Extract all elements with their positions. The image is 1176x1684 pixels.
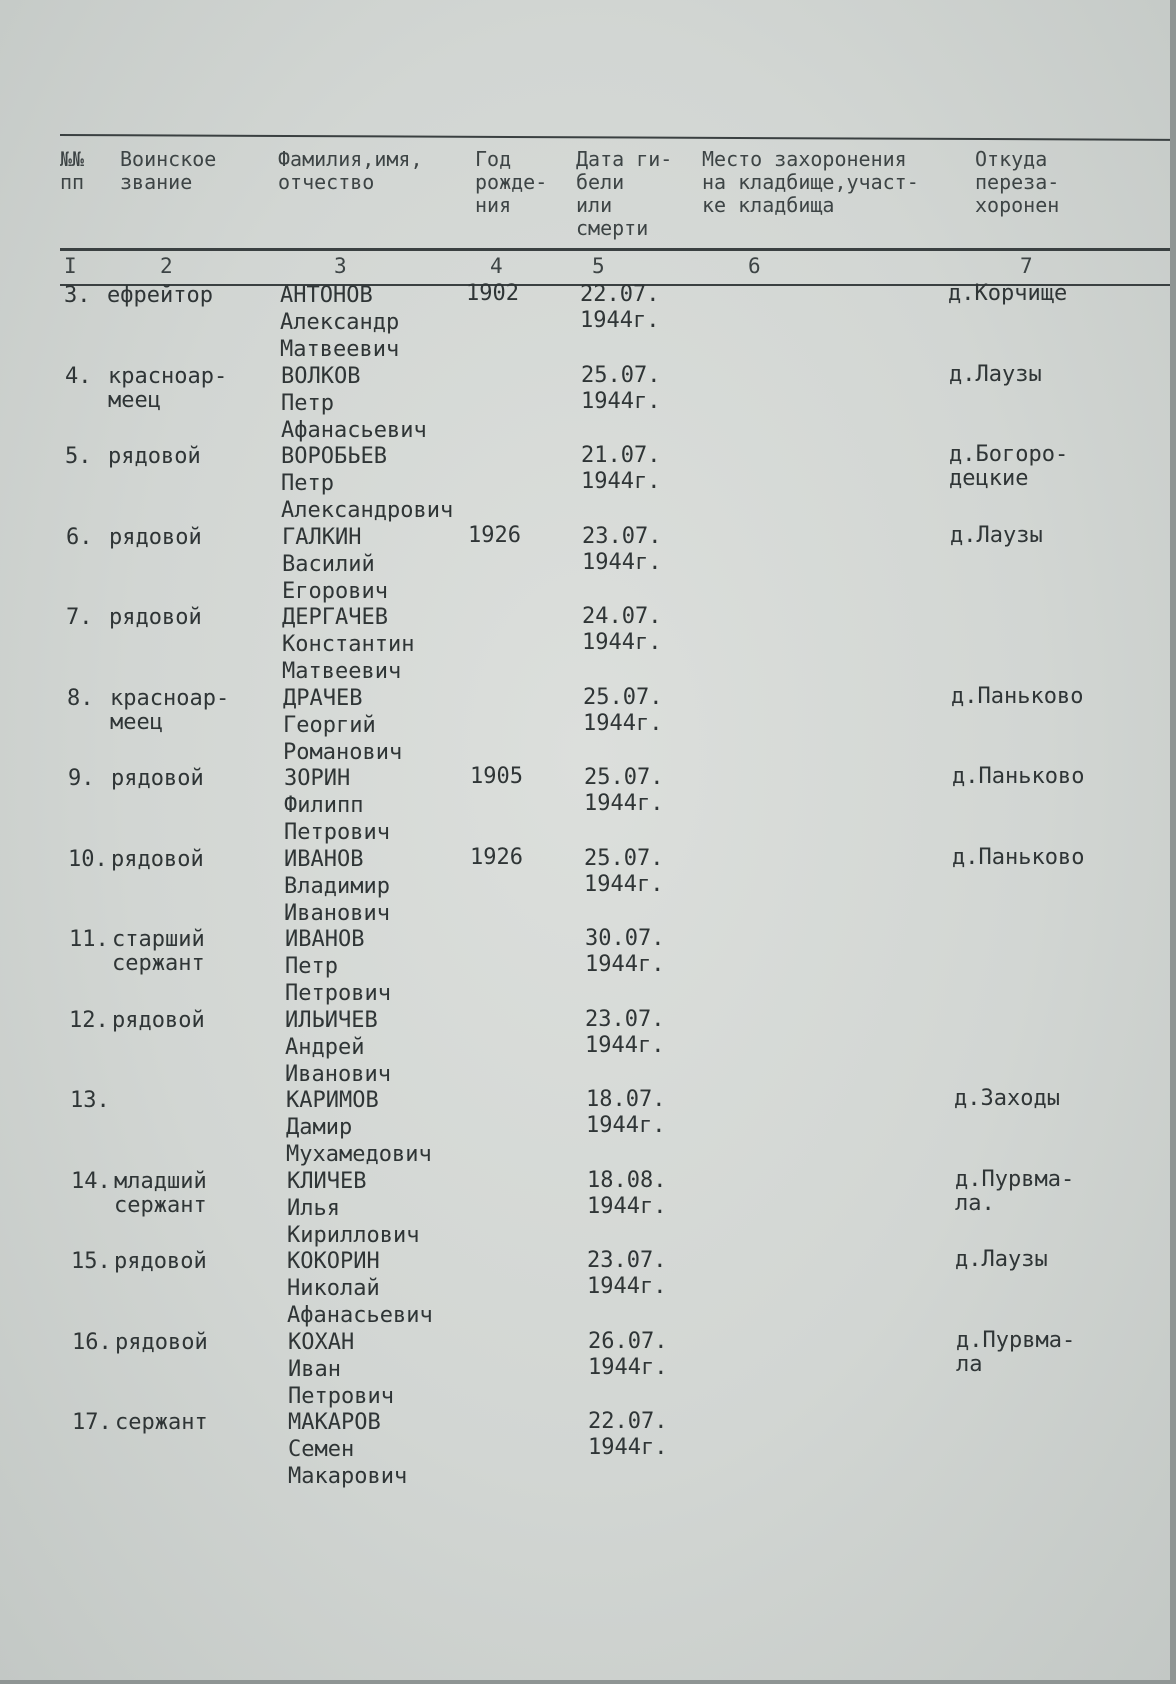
death-date: 21.07. 1944г. [581,443,661,494]
reburial-origin: д.Корчище [948,281,1068,306]
row-number: 8. [67,686,94,711]
row-number: 4. [65,364,92,389]
full-name: ИВАНОВ Петр Петрович [285,927,391,1006]
full-name: КОХАН Иван Петрович [288,1330,394,1409]
death-date: 25.07. 1944г. [584,765,664,816]
reburial-origin: д.Лаузы [949,362,1042,387]
row-number: 10. [68,847,108,872]
military-rank: рядовой [108,444,201,469]
military-rank: старший сержант [112,927,205,976]
column-number: 6 [748,254,761,278]
full-name: АНТОНОВ Александр Матвеевич [280,283,400,362]
death-date: 18.07. 1944г. [586,1087,666,1138]
death-date: 26.07. 1944г. [588,1329,668,1380]
reburial-origin: д.Паньково [951,684,1084,709]
row-number: 12. [69,1008,109,1033]
full-name: ВОЛКОВ Петр Афанасьевич [281,364,427,443]
row-number: 5. [65,444,92,469]
reburial-origin: д.Лаузы [950,523,1043,548]
military-rank: рядовой [114,1249,207,1274]
column-number: 3 [334,254,347,278]
full-name: КАРИМОВ Дамир Мухамедович [286,1088,432,1167]
military-rank: сержант [115,1410,208,1435]
reburial-origin: д.Богоро- децкие [949,442,1069,491]
column-number: 4 [490,254,503,278]
death-date: 23.07. 1944г. [582,524,662,575]
column-number: 2 [160,254,173,278]
column-number: I [64,254,77,278]
death-date: 24.07. 1944г. [582,604,662,655]
military-rank: младший сержант [114,1169,207,1218]
death-date: 25.07. 1944г. [584,846,664,897]
full-name: ИВАНОВ Владимир Иванович [284,847,390,926]
full-name: ЗОРИН Филипп Петрович [284,766,390,845]
birth-year: 1905 [470,764,523,789]
full-name: ВОРОБЬЕВ Петр Александрович [281,444,454,523]
full-name: МАКАРОВ Семен Макарович [288,1410,408,1489]
death-date: 30.07. 1944г. [585,926,665,977]
header-num: №№ пп [60,147,85,194]
header-death-date: Дата ги- бели или смерти [576,147,673,240]
death-date: 22.07. 1944г. [588,1409,668,1460]
military-rank: ефрейтор [107,283,213,308]
row-number: 14. [71,1169,111,1194]
row-number: 17. [72,1410,112,1435]
reburial-origin: д.Заходы [954,1086,1060,1111]
header-name: Фамилия,имя, отчество [278,147,423,194]
full-name: ГАЛКИН Василий Егорович [282,525,388,604]
column-number: 7 [1020,254,1033,278]
row-number: 15. [71,1249,111,1274]
row-number: 11. [69,927,109,952]
death-date: 23.07. 1944г. [587,1248,667,1299]
birth-year: 1926 [470,845,523,870]
birth-year: 1926 [468,523,521,548]
row-number: 13. [70,1088,110,1113]
row-number: 16. [72,1330,112,1355]
military-rank: красноар- меец [110,686,230,735]
row-number: 3. [64,283,91,308]
death-date: 25.07. 1944г. [583,685,663,736]
death-date: 18.08. 1944г. [587,1168,667,1219]
reburial-origin: д.Лаузы [955,1247,1048,1272]
military-rank: рядовой [111,766,204,791]
top-rule [60,134,1170,141]
header-birth-year: Год рожде- ния [475,147,548,217]
military-rank: рядовой [109,605,202,630]
row-number: 6. [66,525,93,550]
header-origin: Откуда переза- хоронен [975,147,1060,217]
reburial-origin: д.Паньково [952,764,1085,789]
military-rank: рядовой [112,1008,205,1033]
full-name: КОКОРИН Николай Афанасьевич [287,1249,433,1328]
death-date: 25.07. 1944г. [581,363,661,414]
reburial-origin: д.Пурвма- ла [956,1328,1076,1377]
header-rule [60,248,1170,251]
birth-year: 1902 [466,281,519,306]
military-rank: рядовой [115,1330,208,1355]
military-rank: рядовой [111,847,204,872]
death-date: 23.07. 1944г. [585,1007,665,1058]
full-name: ДЕРГАЧЕВ Константин Матвеевич [282,605,415,684]
header-burial-place: Место захоронения на кладбище,участ- ке кладбища [702,147,919,217]
header-rank: Воинское звание [120,147,217,194]
column-number: 5 [592,254,605,278]
military-rank: рядовой [109,525,202,550]
death-date: 22.07. 1944г. [580,282,660,333]
full-name: ИЛЬИЧЕВ Андрей Иванович [285,1008,391,1087]
reburial-origin: д.Пурвма- ла. [955,1167,1075,1216]
full-name: ДРАЧЕВ Георгий Романович [283,686,403,765]
reburial-origin: д.Паньково [952,845,1085,870]
row-number: 7. [66,605,93,630]
row-number: 9. [68,766,95,791]
military-rank: красноар- меец [108,364,228,413]
full-name: КЛИЧЕВ Илья Кириллович [287,1169,420,1248]
